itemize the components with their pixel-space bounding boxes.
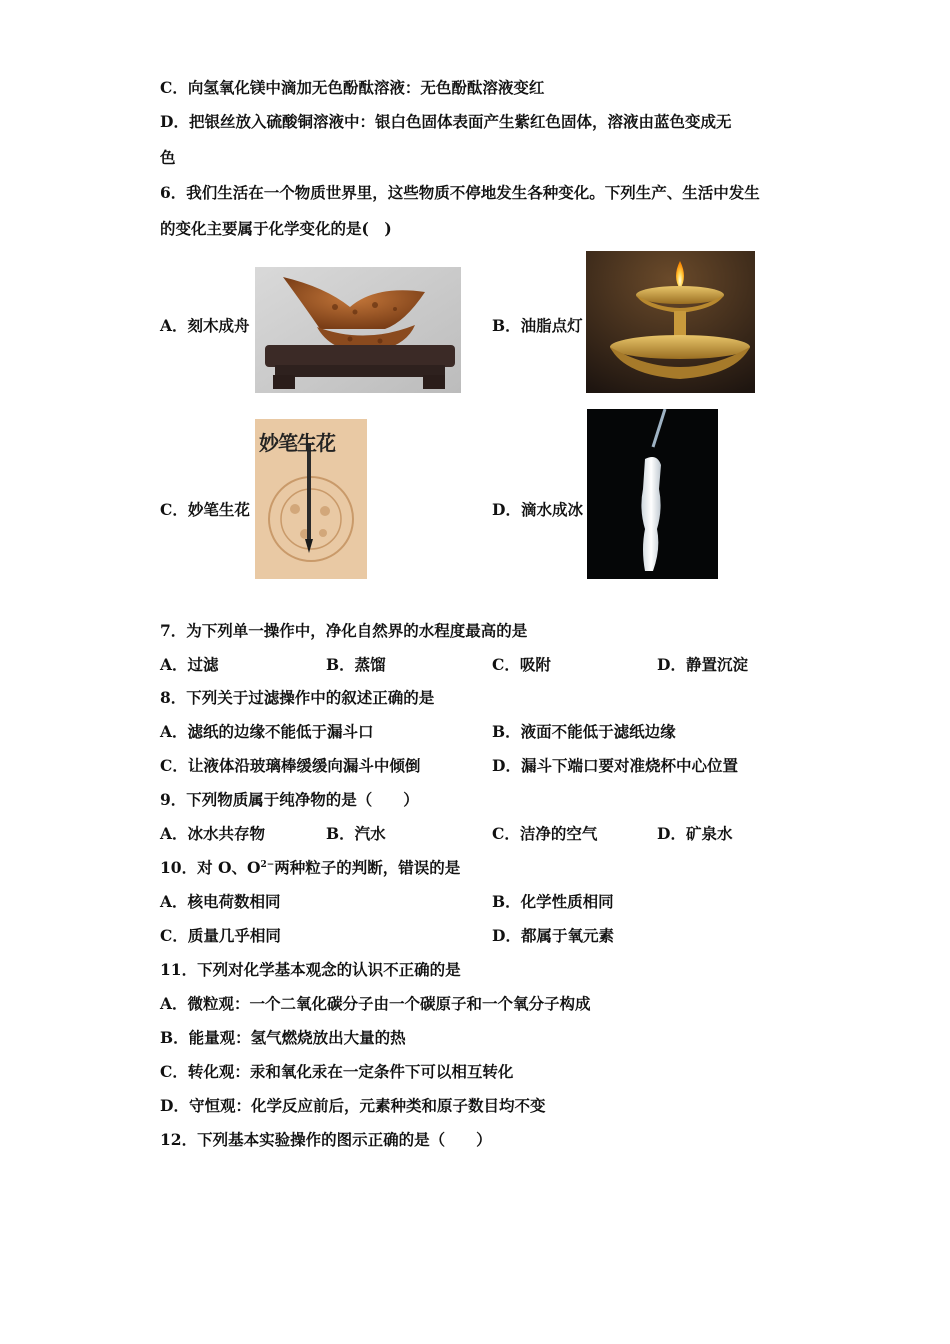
q9-option-b: B．汽水 (326, 824, 386, 843)
q6-option-a-image (255, 267, 461, 393)
q9-stem: 9．下列物质属于纯净物的是（ ） (160, 790, 419, 809)
q8-option-b: B．液面不能低于滤纸边缘 (492, 722, 676, 741)
q9-option-d: D．矿泉水 (657, 824, 733, 843)
q10-option-a: A．核电荷数相同 (160, 892, 281, 911)
q11-option-a: A．微粒观：一个二氧化碳分子由一个碳原子和一个氧分子构成 (160, 994, 591, 1013)
q7-option-c: C．吸附 (492, 655, 551, 674)
q6-option-c-image (255, 419, 367, 579)
q11-option-d: D．守恒观：化学反应前后，元素种类和原子数目均不变 (160, 1096, 546, 1115)
q10-stem (160, 858, 460, 878)
q6-option-b-label: B．油脂点灯 (492, 316, 583, 335)
q10-stem-superscript: 2− (260, 860, 275, 870)
q5-option-d-line1: D．把银丝放入硫酸铜溶液中：银白色固体表面产生紫红色固体，溶液由蓝色变成无 (160, 112, 732, 131)
q10-option-c: C．质量几乎相同 (160, 926, 281, 945)
oil-lamp-image (586, 251, 755, 393)
q10-option-d: D．都属于氧元素 (492, 926, 614, 945)
q10-stem-pre: 10．对 O、O (160, 858, 261, 877)
q5-option-d-line2: 色 (160, 148, 176, 167)
q6-option-a-label: A．刻木成舟 (160, 316, 250, 335)
q6-option-c-label: C．妙笔生花 (160, 500, 250, 519)
q8-stem: 8．下列关于过滤操作中的叙述正确的是 (160, 688, 435, 707)
q8-option-a: A．滤纸的边缘不能低于漏斗口 (160, 722, 374, 741)
q12-stem: 12．下列基本实验操作的图示正确的是（ ） (160, 1130, 492, 1149)
brush-painting-caption: 妙笔生花 (259, 431, 335, 455)
q10-stem-post: 两种粒子的判断，错误的是 (274, 858, 461, 877)
q11-stem: 11．下列对化学基本观念的认识不正确的是 (160, 960, 461, 979)
q7-option-a: A．过滤 (160, 655, 219, 674)
q9-option-c: C．洁净的空气 (492, 824, 598, 843)
dripping-icicle-image (587, 409, 718, 579)
q7-option-d: D．静置沉淀 (657, 655, 748, 674)
carved-walnut-boat-image (255, 267, 461, 393)
q11-option-b: B．能量观：氢气燃烧放出大量的热 (160, 1028, 406, 1047)
q6-option-d-image (587, 409, 718, 579)
q6-stem-line2: 的变化主要属于化学变化的是( ) (160, 219, 392, 238)
q6-option-b-image (586, 251, 755, 393)
q6-option-d-label: D．滴水成冰 (492, 500, 583, 519)
q8-option-c: C．让液体沿玻璃棒缓缓向漏斗中倾倒 (160, 756, 421, 775)
q5-option-c: C．向氢氧化镁中滴加无色酚酞溶液：无色酚酞溶液变红 (160, 78, 545, 97)
q7-stem: 7．为下列单一操作中，净化自然界的水程度最高的是 (160, 621, 528, 640)
q8-option-d: D．漏斗下端口要对准烧杯中心位置 (492, 756, 738, 775)
q6-stem-line1: 6．我们生活在一个物质世界里，这些物质不停地发生各种变化。下列生产、生活中发生 (160, 183, 760, 202)
q11-option-c: C．转化观：汞和氧化汞在一定条件下可以相互转化 (160, 1062, 514, 1081)
q9-option-a: A．冰水共存物 (160, 824, 266, 843)
q7-option-b: B．蒸馏 (326, 655, 386, 674)
q10-option-b: B．化学性质相同 (492, 892, 614, 911)
